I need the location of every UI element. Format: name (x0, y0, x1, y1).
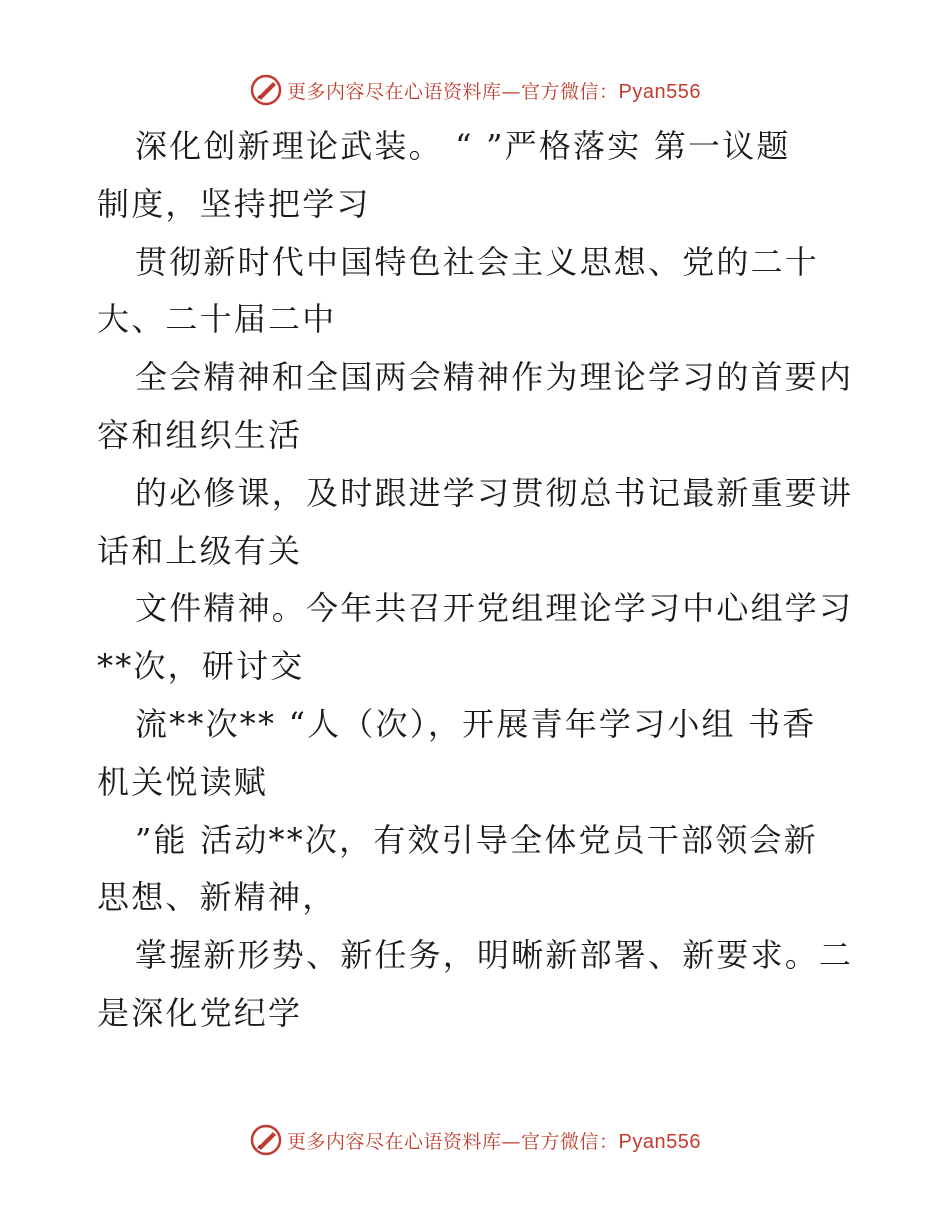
paragraph-line: 容和组织生活 (97, 415, 303, 454)
watermark-footer (0, 1122, 950, 1158)
paragraph-line: **次，研讨交 (97, 647, 305, 686)
paragraph-line: 全会精神和全国两会精神作为理论学习的首要内 (135, 358, 854, 397)
paragraph-line: 文件精神。今年共召开党组理论学习中心组学习 (135, 589, 854, 628)
pen-logo-icon (249, 73, 283, 107)
wechat-id: Pyan556 (618, 1130, 701, 1153)
paragraph-line: 深化创新理论武装。 “ ”严格落实 第一议题 (135, 127, 791, 165)
paragraph-line: 机关悦读赋 (97, 762, 269, 801)
watermark-text: 更多内容尽在心语资料库—官方微信：Pyan556 (287, 80, 701, 103)
document-body (97, 118, 857, 1043)
paragraph-line: 思想、新精神， (97, 878, 337, 917)
paragraph-line: 制度，坚持把学习 (97, 184, 371, 223)
watermark-text: 更多内容尽在心语资料库—官方微信：Pyan556 (287, 1130, 701, 1153)
watermark-header (0, 72, 950, 108)
paragraph-line: 大、二十届二中 (97, 300, 337, 339)
paragraph-line: 掌握新形势、新任务，明晰新部署、新要求。二 (135, 936, 854, 975)
paragraph-line: 是深化党纪学 (97, 993, 303, 1032)
paragraph-line: ”能 活动**次，有效引导全体党员干部领会新 (135, 820, 818, 859)
paragraph-line: 话和上级有关 (97, 531, 303, 570)
paragraph-line: 的必修课，及时跟进学习贯彻总书记最新重要讲 (135, 473, 854, 512)
pen-logo-icon (249, 1123, 283, 1157)
wechat-id: Pyan556 (618, 80, 701, 103)
paragraph-line: 流**次** “人（次），开展青年学习小组 书香 (135, 704, 817, 743)
paragraph-line: 贯彻新时代中国特色社会主义思想、党的二十 (135, 242, 820, 281)
